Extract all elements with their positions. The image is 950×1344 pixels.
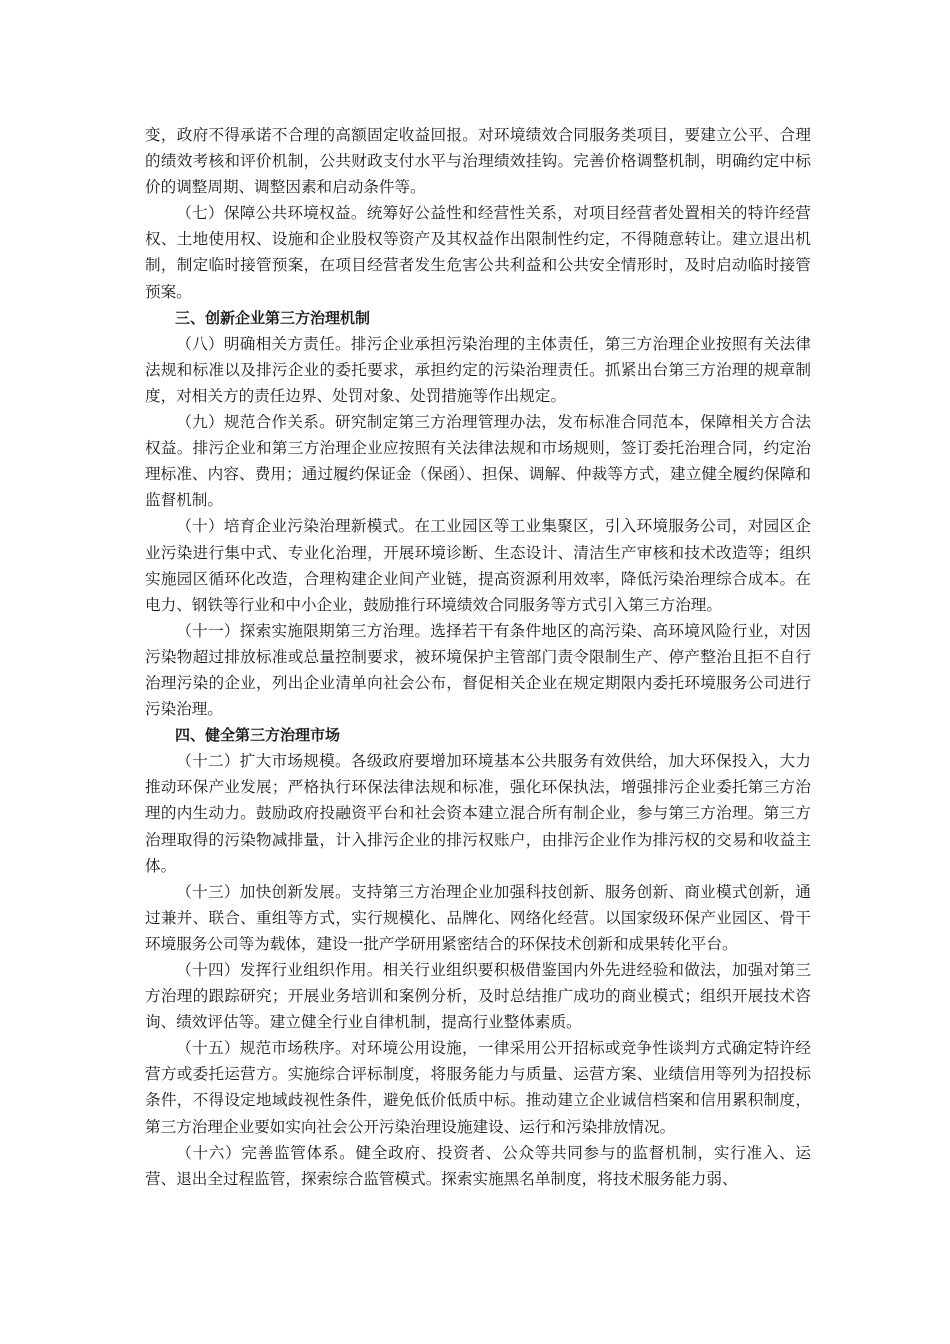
paragraph-14: （十四）发挥行业组织作用。相关行业组织要积极借鉴国内外先进经验和做法，加强对第三方治理的跟踪研究；开展业务培训和案例分析，及时总结推广成功的商业模式；组织开展技术咨询、绩效评估等。建立健全行业自律机制，提高行业整体素质。 — [145, 961, 811, 1032]
paragraph-16: （十六）完善监管体系。健全政府、投资者、公众等共同参与的监督机制，实行准入、运营、退出全过程监管，探索综合监管模式。探索实施黑名单制度，将技术服务能力弱、 — [145, 1143, 811, 1188]
paragraph-12: （十二）扩大市场规模。各级政府要增加环境基本公共服务有效供给，加大环保投入，大力推动环保产业发展；严格执行环保法律法规和标准，强化环保执法，增强排污企业委托第三方治理的内生动力。鼓励政府投融资平台和社会资本建立混合所有制企业，参与第三方治理。第三方治理取得的污染物减排量，计入排污企业的排污权账户，由排污企业作为排污权的交易和收益主体。 — [145, 752, 811, 875]
paragraph-8: （八）明确相关方责任。排污企业承担污染治理的主体责任，第三方治理企业按照有关法律法规和标准以及排污企业的委托要求，承担约定的污染治理责任。抓紧出台第三方治理的规章制度，对相关方的责任边界、处罚对象、处罚措施等作出规定。 — [145, 334, 811, 405]
continuation-paragraph: 变，政府不得承诺不合理的高额固定收益回报。对环境绩效合同服务类项目，要建立公平、合理的绩效考核和评价机制，公共财政支付水平与治理绩效挂钩。完善价格调整机制，明确约定中标价的调整周期、调整因素和启动条件等。 — [145, 126, 811, 197]
document-page — [145, 122, 811, 1192]
paragraph-7: （七）保障公共环境权益。统筹好公益性和经营性关系，对项目经营者处置相关的特许经营权、土地使用权、设施和企业股权等资产及其权益作出限制性约定，不得随意转让。建立退出机制，制定临时接管预案，在项目经营者发生危害公共利益和公共安全情形时，及时启动临时接管预案。 — [145, 204, 811, 301]
paragraph-15: （十五）规范市场秩序。对环境公用设施，一律采用公开招标或竞争性谈判方式确定特许经营方或委托运营方。实施综合评标制度，将服务能力与质量、运营方案、业绩信用等列为招投标条件，不得设定地域歧视性条件，避免低价低质中标。推动建立企业诚信档案和信用累积制度，第三方治理企业要如实向社会公开污染治理设施建设、运行和污染排放情况。 — [145, 1039, 811, 1136]
section-heading-3: 三、创新企业第三方治理机制 — [175, 308, 371, 327]
paragraph-13: （十三）加快创新发展。支持第三方治理企业加强科技创新、服务创新、商业模式创新，通过兼并、联合、重组等方式，实行规模化、品牌化、网络化经营。以国家级环保产业园区、骨干环境服务公司等为载体，建设一批产学研用紧密结合的环保技术创新和成果转化平台。 — [145, 882, 811, 953]
section-heading-4: 四、健全第三方治理市场 — [175, 726, 341, 745]
paragraph-11: （十一）探索实施限期第三方治理。选择若干有条件地区的高污染、高环境风险行业，对因污染物超过排放标准或总量控制要求，被环境保护主管部门责令限制生产、停产整治且拒不自行治理污染的企业，列出企业清单向社会公布，督促相关企业在规定期限内委托环境服务公司进行污染治理。 — [145, 621, 811, 719]
paragraph-10: （十）培育企业污染治理新模式。在工业园区等工业集聚区，引入环境服务公司，对园区企业污染进行集中式、专业化治理，开展环境诊断、生态设计、清洁生产审核和技术改造等；组织实施园区循环化改造，合理构建企业间产业链，提高资源利用效率，降低污染治理综合成本。在电力、钢铁等行业和中小企业，鼓励推行环境绩效合同服务等方式引入第三方治理。 — [145, 517, 811, 614]
paragraph-9: （九）规范合作关系。研究制定第三方治理管理办法，发布标准合同范本，保障相关方合法权益。排污企业和第三方治理企业应按照有关法律法规和市场规则，签订委托治理合同，约定治理标准、内容、费用；通过履约保证金（保函）、担保、调解、仲裁等方式，建立健全履约保障和监督机制。 — [145, 413, 811, 510]
